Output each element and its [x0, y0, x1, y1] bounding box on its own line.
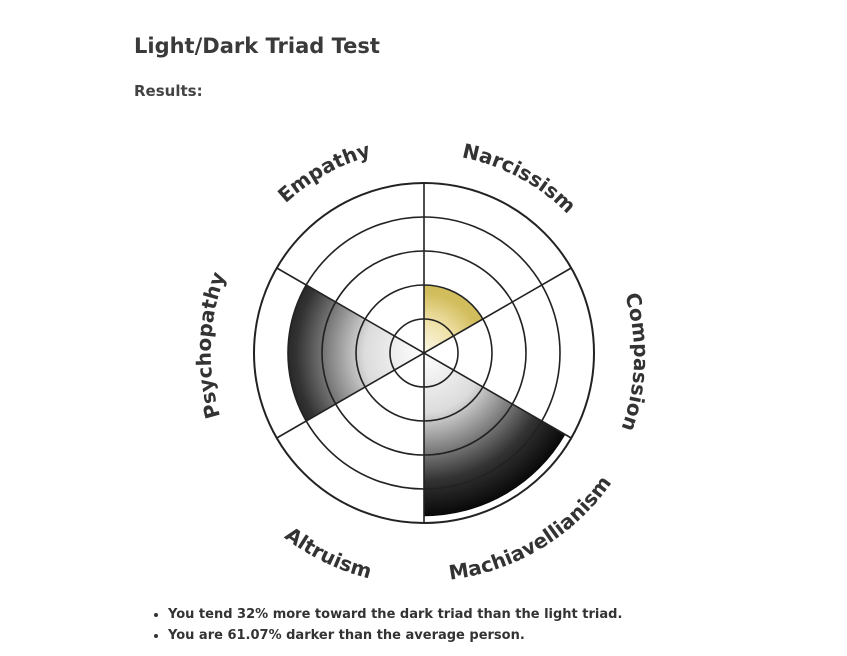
result-dark-vs-light: • You tend 32% more toward the dark triad than the light triad.: [168, 604, 622, 625]
axis-label-psychopathy: Psychopathy: [191, 268, 231, 422]
axis-label-machiavellianism: Machiavellianism: [447, 470, 617, 585]
page-title: Light/Dark Triad Test: [134, 34, 380, 58]
wedge-narcissism: [424, 285, 483, 353]
results-heading: Results:: [134, 82, 203, 100]
axis-label-empathy: Empathy: [272, 137, 373, 208]
results-list: [148, 604, 622, 646]
axis-label-altruism: Altruism: [280, 521, 375, 584]
axis-label-narcissism: Narcissism: [460, 138, 581, 218]
axis-label-compassion: Compassion: [616, 290, 654, 435]
result-vs-average: • You are 61.07% darker than the average person.: [168, 625, 622, 646]
wedge-machiavellianism: [424, 353, 565, 516]
